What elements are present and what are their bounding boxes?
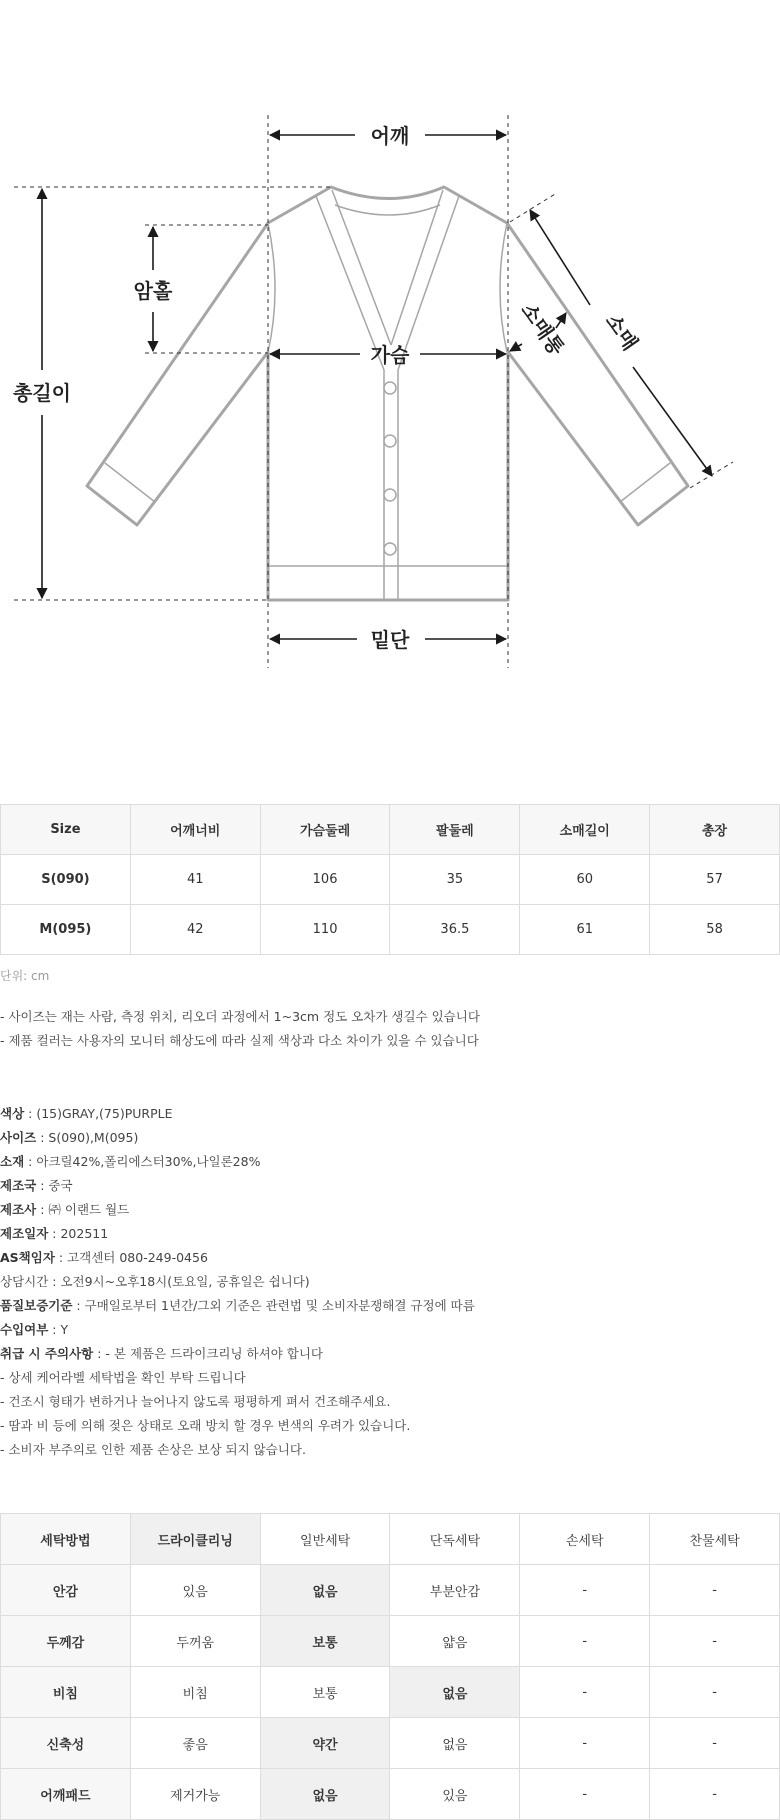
care-cell: 두꺼움 xyxy=(130,1616,260,1667)
size-header-cell: 어깨너비 xyxy=(130,805,260,855)
info-key: 제조국 xyxy=(0,1178,37,1193)
info-line xyxy=(0,1414,475,1438)
size-value-cell: 35 xyxy=(390,855,520,905)
info-line xyxy=(0,1270,475,1294)
care-table xyxy=(0,1513,780,1820)
info-value: - 소비자 부주의로 인한 제품 손상은 보상 되지 않습니다. xyxy=(0,1442,306,1457)
info-sep: : xyxy=(48,1226,61,1241)
size-table xyxy=(0,804,780,955)
note-line: - 제품 컬러는 사용자의 모니터 해상도에 따라 실제 색상과 다소 차이가 있을 수 있습니다 xyxy=(0,1033,479,1048)
info-line xyxy=(0,1150,475,1174)
size-value-cell: 42 xyxy=(130,905,260,955)
care-cell: - xyxy=(520,1718,650,1769)
care-row-label: 비침 xyxy=(1,1667,131,1718)
care-cell: 좋음 xyxy=(130,1718,260,1769)
info-sep: : xyxy=(93,1346,106,1361)
size-header-cell: 팔둘레 xyxy=(390,805,520,855)
care-cell: 손세탁 xyxy=(520,1514,650,1565)
cardigan-buttons xyxy=(384,382,396,555)
size-header-cell: Size xyxy=(1,805,131,855)
size-header-cell: 가슴둘레 xyxy=(260,805,390,855)
button-3 xyxy=(384,489,396,501)
table-row xyxy=(1,1769,780,1820)
size-value-cell: 106 xyxy=(260,855,390,905)
info-sep: : xyxy=(72,1298,85,1313)
info-value: 구매일로부터 1년간/그외 기준은 관련법 및 소비자분쟁해결 규정에 따름 xyxy=(84,1298,475,1313)
care-cell: - xyxy=(650,1616,780,1667)
info-key: 사이즈 xyxy=(0,1130,37,1145)
care-cell: 제거가능 xyxy=(130,1769,260,1820)
info-line xyxy=(0,1174,475,1198)
measure-arrows xyxy=(42,135,712,639)
product-info xyxy=(0,1102,475,1462)
table-row xyxy=(1,1616,780,1667)
info-line xyxy=(0,1102,475,1126)
info-value: - 본 제품은 드라이크리닝 하셔야 합니다 xyxy=(105,1346,323,1361)
sleeve-arrow-up xyxy=(530,210,590,305)
info-sep: : xyxy=(36,1130,49,1145)
note-line: - 사이즈는 재는 사람, 측정 위치, 리오더 과정에서 1~3cm 정도 오차가 생길수 있습니다 xyxy=(0,1009,480,1024)
label-shoulder: 어깨 xyxy=(370,124,410,148)
care-cell-selected: 없음 xyxy=(260,1565,390,1616)
info-value: 아크릴42%,폴리에스터30%,나일론28% xyxy=(36,1154,261,1169)
care-cell: 얇음 xyxy=(390,1616,520,1667)
info-sep: : xyxy=(36,1178,49,1193)
info-value: 중국 xyxy=(48,1178,73,1193)
cardigan-measurement-diagram xyxy=(0,0,780,700)
care-cell-selected: 드라이클리닝 xyxy=(130,1514,260,1565)
care-cell-selected: 약간 xyxy=(260,1718,390,1769)
care-cell: 없음 xyxy=(390,1718,520,1769)
table-row xyxy=(1,1514,780,1565)
info-key: 취급 시 주의사항 xyxy=(0,1346,94,1361)
label-chest: 가슴 xyxy=(370,343,410,367)
size-table-header xyxy=(1,805,780,855)
info-value: 상담시간 : 오전9시~오후18시(토요일, 공휴일은 쉽니다) xyxy=(0,1274,310,1289)
care-cell: - xyxy=(520,1769,650,1820)
info-value: - 건조시 형태가 변하거나 늘어나지 않도록 평평하게 펴서 건조해주세요. xyxy=(0,1394,391,1409)
info-sep: : xyxy=(54,1250,68,1265)
size-value-cell: 41 xyxy=(130,855,260,905)
info-line xyxy=(0,1222,475,1246)
label-armhole: 암홀 xyxy=(133,279,173,303)
label-total-length: 총길이 xyxy=(13,381,71,405)
table-row xyxy=(1,1565,780,1616)
care-row-label: 안감 xyxy=(1,1565,131,1616)
table-row xyxy=(1,855,780,905)
info-key: 품질보증기준 xyxy=(0,1298,73,1313)
info-line xyxy=(0,1246,475,1270)
unit-label: 단위: cm xyxy=(0,969,50,983)
care-cell: - xyxy=(650,1667,780,1718)
size-header-cell: 소매길이 xyxy=(520,805,650,855)
size-value-cell: 110 xyxy=(260,905,390,955)
care-cell: 있음 xyxy=(130,1565,260,1616)
info-line xyxy=(0,1390,475,1414)
care-cell: 비침 xyxy=(130,1667,260,1718)
care-cell: - xyxy=(520,1667,650,1718)
info-sep: : xyxy=(48,1322,61,1337)
info-value: 202511 xyxy=(60,1226,109,1241)
info-value: S(090),M(095) xyxy=(48,1130,139,1145)
info-key: 소재 xyxy=(0,1154,25,1169)
care-cell: - xyxy=(650,1769,780,1820)
size-name-cell: S(090) xyxy=(1,855,131,905)
info-value: ㈜ 이랜드 월드 xyxy=(48,1202,130,1217)
size-value-cell: 36.5 xyxy=(390,905,520,955)
care-cell: - xyxy=(520,1565,650,1616)
info-line xyxy=(0,1198,475,1222)
info-value: (15)GRAY,(75)PURPLE xyxy=(36,1106,173,1121)
info-line xyxy=(0,1366,475,1390)
care-cell: 있음 xyxy=(390,1769,520,1820)
care-row-label: 세탁방법 xyxy=(1,1514,131,1565)
care-cell: 단독세탁 xyxy=(390,1514,520,1565)
table-row xyxy=(1,1718,780,1769)
info-value: 고객센터 080-249-0456 xyxy=(67,1250,208,1265)
info-sep: : xyxy=(24,1154,37,1169)
info-line xyxy=(0,1126,475,1150)
care-row-label: 두께감 xyxy=(1,1616,131,1667)
info-key: 제조일자 xyxy=(0,1226,49,1241)
info-line xyxy=(0,1342,475,1366)
table-row xyxy=(1,905,780,955)
care-cell: 부분안감 xyxy=(390,1565,520,1616)
info-key: 색상 xyxy=(0,1106,25,1121)
info-key: 제조사 xyxy=(0,1202,37,1217)
size-notes xyxy=(0,1005,480,1053)
info-value: Y xyxy=(60,1322,69,1337)
label-hem: 밑단 xyxy=(370,628,410,652)
care-cell-selected: 보통 xyxy=(260,1616,390,1667)
table-row xyxy=(1,1667,780,1718)
care-cell: 일반세탁 xyxy=(260,1514,390,1565)
care-cell-selected: 없음 xyxy=(260,1769,390,1820)
size-value-cell: 60 xyxy=(520,855,650,905)
sleeve-width-arrow-in xyxy=(510,344,522,351)
care-row-label: 어깨패드 xyxy=(1,1769,131,1820)
care-row-label: 신축성 xyxy=(1,1718,131,1769)
info-sep: : xyxy=(36,1202,49,1217)
care-cell: 찬물세탁 xyxy=(650,1514,780,1565)
care-cell: - xyxy=(520,1616,650,1667)
info-value: - 상세 케어라벨 세탁법을 확인 부탁 드립니다 xyxy=(0,1370,246,1385)
info-line xyxy=(0,1318,475,1342)
button-1 xyxy=(384,382,396,394)
size-header-cell: 총장 xyxy=(650,805,780,855)
sleeve-width-arrow-out xyxy=(556,313,566,328)
care-cell: - xyxy=(650,1565,780,1616)
care-cell: 보통 xyxy=(260,1667,390,1718)
button-2 xyxy=(384,435,396,447)
info-sep: : xyxy=(24,1106,37,1121)
info-key: 수입여부 xyxy=(0,1322,49,1337)
info-key: AS책임자 xyxy=(0,1250,55,1265)
button-4 xyxy=(384,543,396,555)
care-cell-selected: 없음 xyxy=(390,1667,520,1718)
info-line xyxy=(0,1294,475,1318)
size-value-cell: 58 xyxy=(650,905,780,955)
info-value: - 땀과 비 등에 의해 젖은 상태로 오래 방치 할 경우 변색의 우려가 있습니다. xyxy=(0,1418,411,1433)
size-value-cell: 57 xyxy=(650,855,780,905)
size-value-cell: 61 xyxy=(520,905,650,955)
label-sleeve-width: 소매통 xyxy=(516,298,570,360)
size-name-cell: M(095) xyxy=(1,905,131,955)
care-cell: - xyxy=(650,1718,780,1769)
label-sleeve: 소매 xyxy=(600,309,643,355)
info-line xyxy=(0,1438,475,1462)
